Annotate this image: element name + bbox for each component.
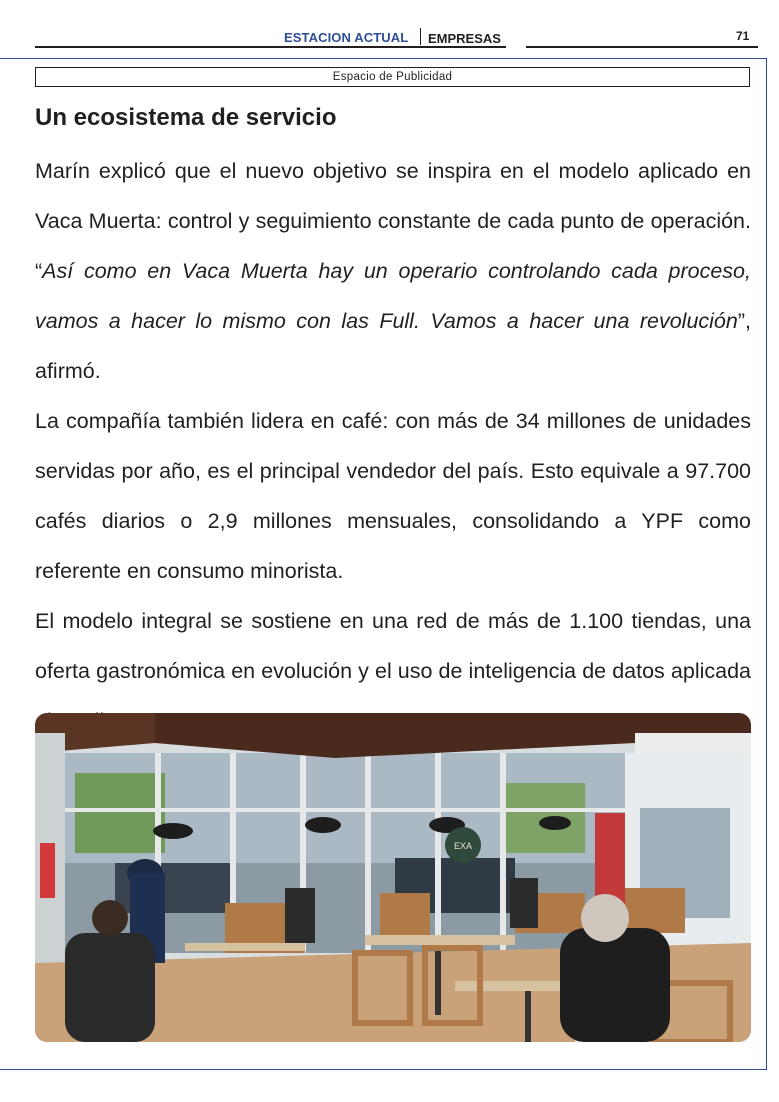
article-headline: Un ecosistema de servicio: [35, 104, 337, 131]
person-right: [560, 928, 670, 1042]
paragraph-2: La compañía también lidera en café: con más de 34 millones de unidades servidas por año, es el principal vendedor del país. Esto equivale a 97.700 cafés diarios o 2,9 millones mensuales, consolidando a YPF como referente en consumo minorista.: [35, 409, 751, 583]
subsection-title: EMPRESAS: [428, 31, 501, 46]
pendant-lamp: [153, 823, 193, 839]
page-number: 71: [736, 29, 750, 43]
header-rule-left: [35, 46, 506, 48]
header-rule-right: [526, 46, 758, 48]
person-seated: [65, 933, 155, 1042]
ad-space-label: Espacio de Publicidad: [35, 67, 750, 87]
cafe-interior-illustration: [35, 713, 751, 1042]
table: [365, 935, 515, 945]
paragraph-1: [35, 146, 751, 396]
cafe-photo: [35, 713, 751, 1042]
extinguisher-sign: [40, 843, 55, 898]
svg-text:EXA: EXA: [453, 841, 473, 851]
paragraph-1-start: Marín explicó que el nuevo objetivo se inspira en el modelo aplicado en Vaca Muerta: control y seguimiento constante de cada punto de operación. “: [35, 159, 751, 283]
article-body: [35, 146, 751, 746]
section-title: ESTACION ACTUAL: [284, 30, 409, 45]
quote: Así como en Vaca Muerta hay un operario controlando cada proceso, vamos a hacer lo mismo con las Full. Vamos a hacer una revolución: [35, 259, 751, 333]
trees: [75, 773, 165, 853]
page-header: [0, 0, 779, 58]
paragraph-3: El modelo integral se sostiene en una red de más de 1.100 tiendas, una oferta gastronómica en evolución y el uso de inteligencia de datos aplicada: [35, 609, 751, 683]
header-divider: [420, 28, 421, 45]
paragraph-1-end: ”, afirmó.: [35, 309, 751, 383]
